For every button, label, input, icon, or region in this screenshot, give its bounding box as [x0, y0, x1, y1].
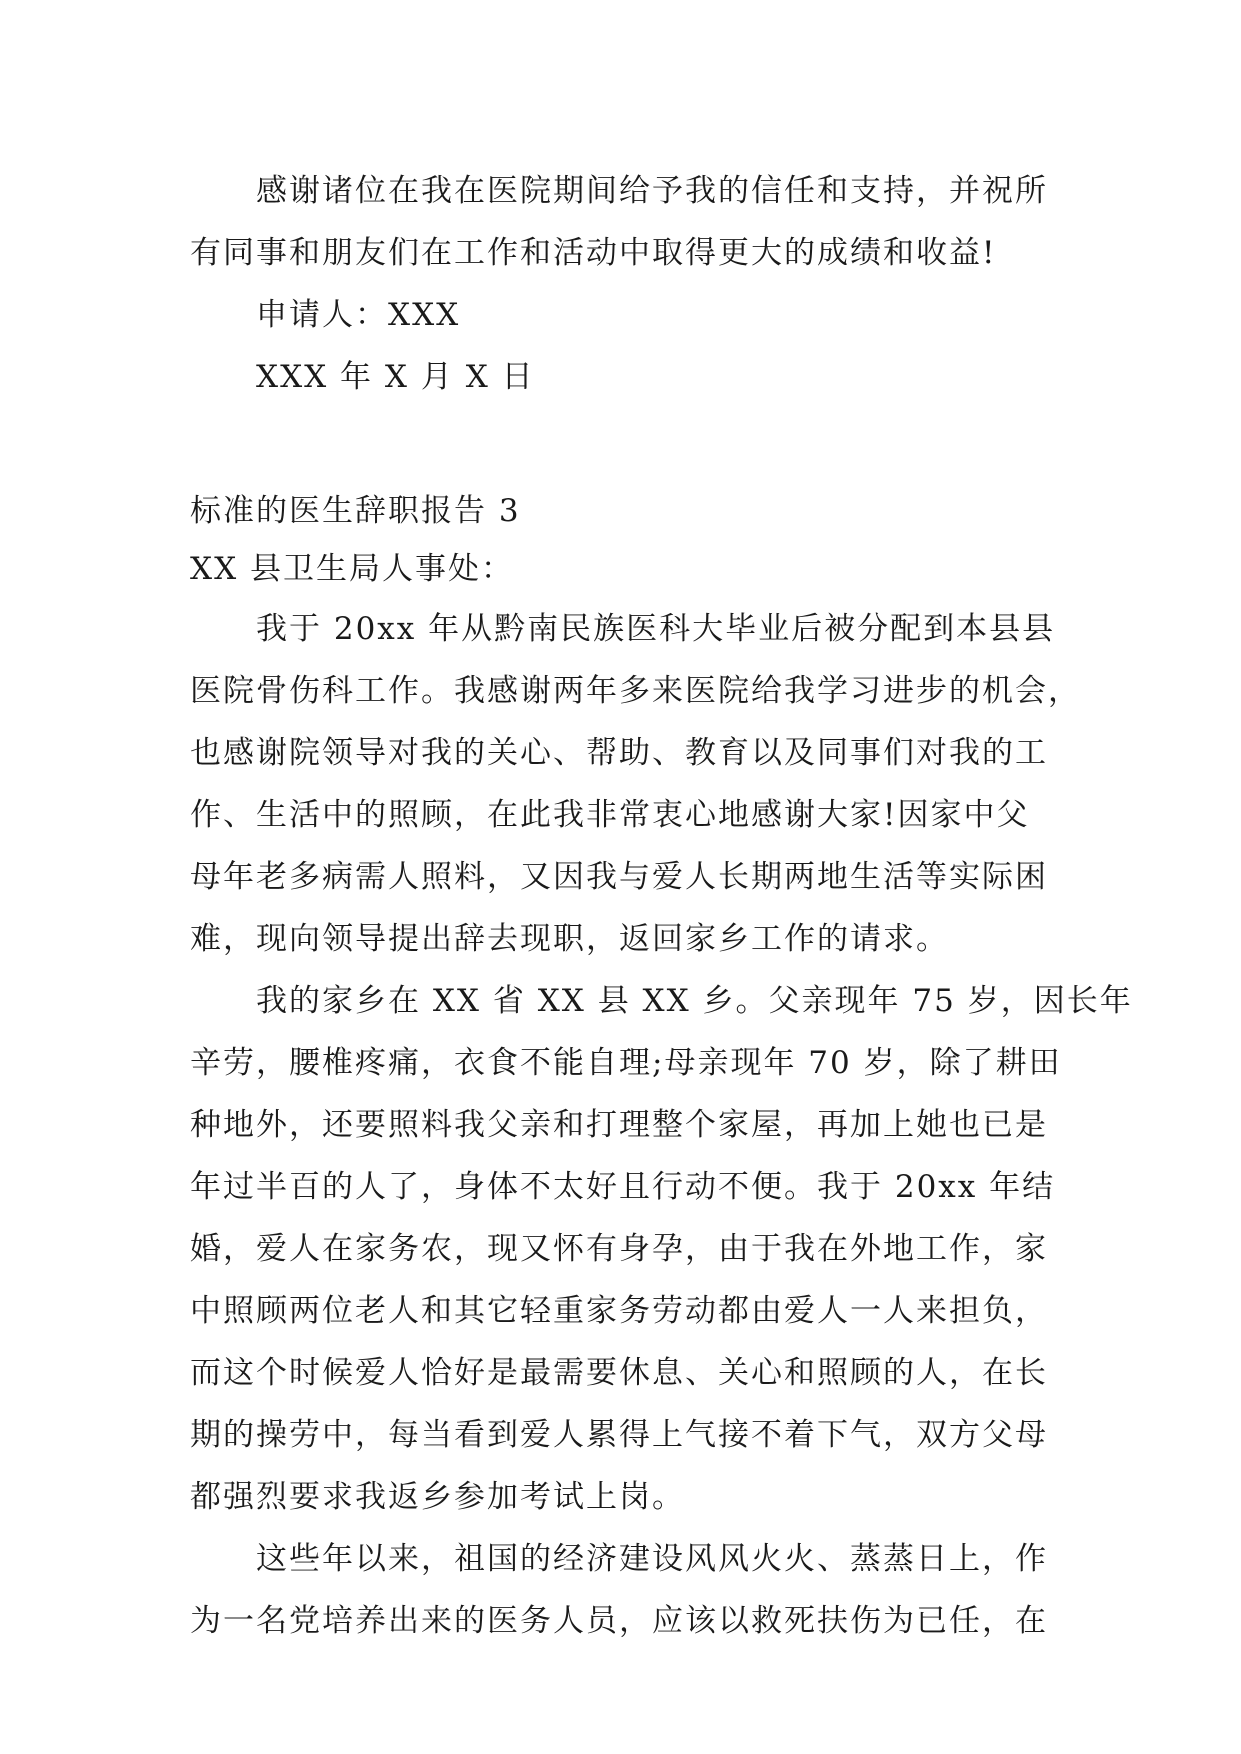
text-line: 这些年以来，祖国的经济建设风风火火、蒸蒸日上，作	[256, 1541, 1048, 1577]
text-line: 感谢诸位在我在医院期间给予我的信任和支持，并祝所	[256, 173, 1048, 209]
text-line: 而这个时候爱人恰好是最需要休息、关心和照顾的人，在长	[190, 1355, 1048, 1391]
text-line: 也感谢院领导对我的关心、帮助、教育以及同事们对我的工	[190, 735, 1048, 771]
paragraph-2	[190, 970, 1133, 1528]
text-line: 我于 20xx 年从黔南民族医科大毕业后被分配到本县县	[256, 611, 1056, 647]
applicant-signature: 申请人：XXX	[256, 297, 461, 333]
paragraph-1	[190, 598, 1081, 970]
closing-paragraph	[190, 160, 1050, 284]
text-line: 母年老多病需人照料，又因我与爱人长期两地生活等实际困	[190, 859, 1048, 895]
text-line: 婚，爱人在家务农，现又怀有身孕，由于我在外地工作，家	[190, 1231, 1048, 1267]
addressee: XX 县卫生局人事处：	[190, 551, 514, 587]
text-line: 都强烈要求我返乡参加考试上岗。	[190, 1479, 685, 1515]
text-line: 难，现向领导提出辞去现职，返回家乡工作的请求。	[190, 921, 949, 957]
section-title: 标准的医生辞职报告 3	[190, 493, 521, 529]
signature-date: XXX 年 X 月 X 日	[256, 359, 535, 395]
text-line: 为一名党培养出来的医务人员，应该以救死扶伤为已任，在	[190, 1603, 1048, 1639]
text-line: 作、生活中的照顾，在此我非常衷心地感谢大家!因家中父	[190, 797, 1030, 833]
text-line: 期的操劳中，每当看到爱人累得上气接不着下气，双方父母	[190, 1417, 1048, 1453]
paragraph-3	[190, 1528, 1050, 1652]
text-line: 年过半百的人了，身体不太好且行动不便。我于 20xx 年结	[190, 1169, 1056, 1205]
section-spacer	[190, 408, 1050, 482]
text-line: 辛劳，腰椎疼痛，衣食不能自理;母亲现年 70 岁，除了耕田	[190, 1045, 1062, 1081]
text-line: 医院骨伤科工作。我感谢两年多来医院给我学习进步的机会，	[190, 673, 1081, 709]
text-line: 中照顾两位老人和其它轻重家务劳动都由爱人一人来担负，	[190, 1293, 1048, 1329]
text-line: 种地外，还要照料我父亲和打理整个家屋，再加上她也已是	[190, 1107, 1048, 1143]
text-line: 有同事和朋友们在工作和活动中取得更大的成绩和收益!	[190, 235, 997, 271]
document-body	[190, 160, 1133, 1652]
text-line: 我的家乡在 XX 省 XX 县 XX 乡。父亲现年 75 岁，因长年	[256, 983, 1133, 1019]
